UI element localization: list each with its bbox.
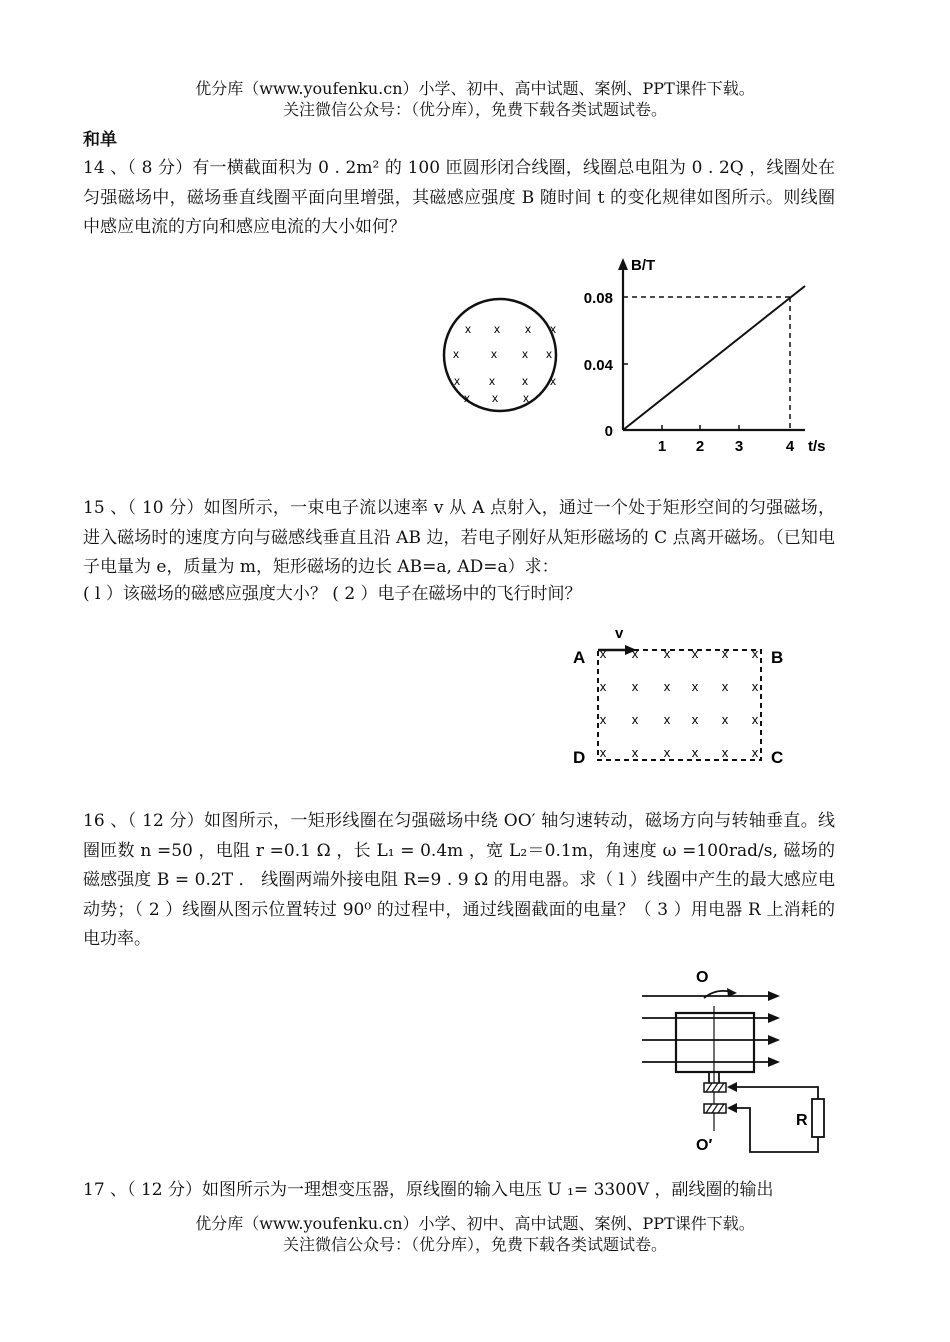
field-x-mark-15: x — [663, 712, 671, 727]
field-x-mark-6: x — [522, 347, 528, 361]
field-x-mark-7: x — [546, 347, 552, 361]
field-x-mark-24: x — [751, 745, 759, 760]
field-x-mark-21: x — [663, 745, 671, 760]
field-x-mark-2: x — [494, 322, 500, 336]
y-axis-label: B/T — [631, 257, 656, 274]
label-c: C — [771, 748, 784, 767]
field-arrow-2 — [768, 1013, 780, 1023]
field-x-mark-13: x — [492, 391, 498, 405]
field-lines — [642, 996, 777, 1062]
x-tick-label-1: 1 — [657, 438, 667, 455]
field-x-mark-4: x — [453, 347, 459, 361]
x-tick-label-2: 2 — [695, 438, 705, 455]
wire-top — [733, 1087, 818, 1099]
field-x-mark-12: x — [751, 679, 759, 694]
field-x-mark-3: x — [663, 646, 671, 661]
field-x-mark-4: x — [691, 646, 699, 661]
question-15-text: 15 、（ 10 分）如图所示，一束电子流以速率 v 从 A 点射入，通过一个处于矩形空间的匀强磁场，进入磁场时的速度方向与磁感线垂直且沿 AB 边，若电子刚好从矩形磁场的 C 点离开磁场。（已知电子电量为 e，质量为 m，矩形磁场的边长 AB=a, AD=a）求： — [83, 498, 835, 577]
field-x-mark-15: x — [550, 322, 556, 336]
coil-circle — [444, 299, 556, 411]
question-14-figure — [435, 250, 840, 465]
y-tick-label-004: 0.04 — [583, 357, 613, 374]
header-line-1: 优分库（www.youfenku.cn）小学、初中、高中试题、案例、PPT课件下载。 — [195, 79, 755, 98]
field-x-mark-20: x — [631, 745, 639, 760]
y-tick-label-008: 0.08 — [583, 290, 613, 307]
label-o: O — [696, 969, 709, 986]
section-label: 和单 — [83, 130, 117, 150]
field-x-mark-10: x — [522, 374, 528, 388]
question-16-figure — [630, 958, 835, 1173]
field-x-mark-8: x — [454, 374, 460, 388]
field-arrow-3 — [768, 1035, 780, 1045]
field-x-mark-23: x — [721, 745, 729, 760]
field-x-mark-9: x — [663, 679, 671, 694]
field-x-mark-8: x — [631, 679, 639, 694]
field-x-mark-19: x — [599, 745, 607, 760]
label-d: D — [573, 748, 586, 767]
field-x-mark-11: x — [721, 679, 729, 694]
field-x-mark-5: x — [491, 347, 497, 361]
field-x-mark-9: x — [489, 374, 495, 388]
field-x-mark-22: x — [691, 745, 699, 760]
field-x-mark-3: x — [525, 322, 531, 336]
footer-line-2: 关注微信公众号：（优分库），免费下载各类试题试卷。 — [282, 1235, 667, 1254]
y-axis-arrow — [618, 258, 628, 270]
field-x-mark-5: x — [721, 646, 729, 661]
x-axis-label: t/s — [808, 438, 826, 455]
label-o-prime: O′ — [696, 1137, 713, 1154]
label-a: A — [573, 648, 586, 667]
label-r: R — [796, 1112, 808, 1129]
field-x-mark-10: x — [691, 679, 699, 694]
question-15-subquestions: ( l ）该磁场的磁感应强度大小？ ( 2 ）电子在磁场中的飞行时间？ — [83, 584, 582, 604]
origin-label: 0 — [604, 423, 613, 440]
question-16-text: 16 、（ 12 分）如图所示，一矩形线圈在匀强磁场中绕 OO′ 轴匀速转动，磁场方向与转轴垂直。线圈匝数 n =50 ，电阻 r =0.1 Ω ，长 L₁ = 0.4m ，宽 L₂＝0.1m，角速度 ω =100rad/s, 磁场的磁感强度 B = 0.2T ． 线圈两端外接电阻 R=9 . 9 Ω 的用电器。求（ l ）线圈中产生的最大感应电动势；（ 2 ）线圈从图示位置转过 90⁰ 的过程中，通过线圈截面的电量？（ 3 ）用电器 R 上消耗的电功率。 — [83, 811, 835, 949]
question-14-text: 14 、（ 8 分）有一横截面积为 0 . 2m² 的 100 匝圆形闭合线圈，线圈总电阻为 0 . 2Q ，线圈处在匀强磁场中，磁场垂直线圈平面向里增强，其磁感应强度 B 随时间 t 的变化规律如图所示。则线圈中感应电流的方向和感应电流的大小如何？ — [83, 158, 835, 237]
field-x-mark-1: x — [465, 322, 471, 336]
field-x-mark-11: x — [550, 374, 556, 388]
field-x-mark-6: x — [751, 646, 759, 661]
header-line-2: 关注微信公众号：（优分库），免费下载各类试题试卷。 — [282, 100, 667, 119]
field-arrow-4 — [768, 1057, 780, 1067]
b-t-graph — [584, 257, 826, 455]
resistor-r — [812, 1099, 824, 1137]
rectangular-coil — [676, 1013, 754, 1072]
field-x-mark-1: x — [599, 646, 607, 661]
brush-arrow-top — [727, 1082, 737, 1092]
field-x-mark-14: x — [631, 712, 639, 727]
field-x-mark-13: x — [599, 712, 607, 727]
field-x-mark-18: x — [751, 712, 759, 727]
label-v: v — [615, 625, 624, 642]
field-x-mark-16: x — [691, 712, 699, 727]
question-17-text: 17 、（ 12 分）如图所示为一理想变压器，原线圈的输入电压 U ₁= 3300V ，副线圈的输出 — [83, 1180, 774, 1200]
b-t-line — [623, 286, 805, 430]
label-b: B — [771, 648, 784, 667]
field-x-mark-17: x — [721, 712, 729, 727]
footer-line-1: 优分库（www.youfenku.cn）小学、初中、高中试题、案例、PPT课件下载。 — [195, 1214, 755, 1233]
field-x-mark-7: x — [599, 679, 607, 694]
x-tick-label-3: 3 — [734, 438, 744, 455]
field-x-mark-12: x — [464, 391, 470, 405]
brush-arrow-bottom — [727, 1103, 737, 1113]
field-arrow-1 — [768, 991, 780, 1001]
field-x-mark-14: x — [523, 391, 529, 405]
x-tick-label-4: 4 — [785, 438, 795, 455]
field-x-mark-2: x — [631, 646, 639, 661]
question-15-figure — [565, 618, 795, 776]
magnetic-field-rect — [598, 650, 761, 760]
